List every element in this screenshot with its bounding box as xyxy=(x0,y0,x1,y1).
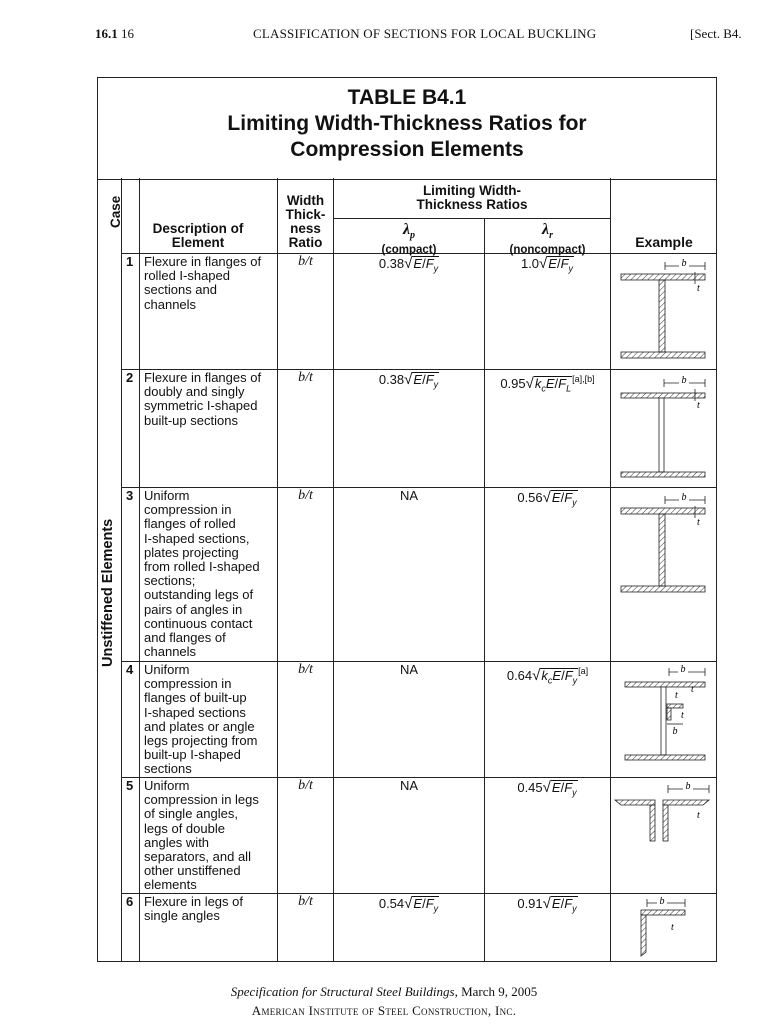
page-footer: Specification for Structural Steel Buildings, March 9, 2005 American Institute of Steel Construction, Inc. xyxy=(230,984,538,1018)
case-number: 4 xyxy=(126,662,134,677)
lambda-r-formula: $0.91√E/F_y$ xyxy=(517,895,577,914)
page-number: 16.1 16 xyxy=(95,26,134,41)
lambda-p-header: $\lambda_p$ (compact) xyxy=(381,221,437,257)
case-number: 2 xyxy=(126,370,134,385)
grid-line xyxy=(333,218,610,219)
svg-text:b: b xyxy=(680,664,686,675)
svg-text:t: t xyxy=(697,810,700,821)
lambda-r-formula: $1.0√E/F_y$ xyxy=(520,255,574,274)
width-thickness-ratio: b/t xyxy=(298,254,313,269)
element-description: Flexure in flanges of rolled I-shaped sections and channels xyxy=(144,254,262,312)
case-number: 5 xyxy=(126,778,134,793)
lambda-r-formula: $0.45√E/F_y$ xyxy=(517,779,577,798)
coef: 1.0 xyxy=(520,256,540,271)
note: [a],[b] xyxy=(572,374,595,384)
grid-line xyxy=(121,178,122,962)
element-description: Flexure in flanges of doubly and singly symmetric I-shaped built-up sections xyxy=(144,370,262,428)
running-title: CLASSIFICATION OF SECTIONS FOR LOCAL BUCKLING xyxy=(253,26,597,41)
width-thickness-ratio: b/t xyxy=(298,488,313,503)
case-header: Case xyxy=(108,195,123,228)
coef: 0.45 xyxy=(517,780,543,795)
example-plates-projecting xyxy=(611,488,717,660)
element-description: Uniform compression in legs of single angles, legs of double angles with separators, and all other unstiffened elements xyxy=(144,778,259,893)
example-built-up-with-angles xyxy=(611,662,717,776)
example-built-up-i-section xyxy=(611,371,717,485)
limiting-ratio-header: Limiting Width- Thickness Ratios xyxy=(416,183,528,212)
svg-text:t: t xyxy=(697,517,700,528)
coef: 0.38 xyxy=(378,372,405,387)
element-description: Uniform compression in flanges of built-up I-shaped sections and plates or angle legs projecting from built-up I-shaped sections xyxy=(144,662,258,777)
grid-line xyxy=(139,178,140,962)
coef: 0.64 xyxy=(506,668,533,683)
lambda-r-formula: $0.64√k_cE/F_y[a]$ xyxy=(506,666,589,686)
section-ref: [Sect. B4. xyxy=(690,26,742,41)
svg-text:b: b xyxy=(681,375,687,386)
lambda-r-formula: $0.95√k_cE/F_L[a],[b]$ xyxy=(500,374,595,394)
lambda-p-value: NA xyxy=(399,778,419,793)
case-number: 6 xyxy=(126,894,134,909)
lambda-p-formula: $0.38√E/F_y$ xyxy=(378,371,439,390)
grid-line xyxy=(484,218,485,962)
lambda-p-value: NA xyxy=(399,488,419,503)
coef: 0.54 xyxy=(378,896,405,911)
lambda-p-formula: $0.38√E/F_y$ xyxy=(378,255,439,274)
svg-text:b: b xyxy=(685,781,691,792)
example-single-double-angles xyxy=(611,778,717,892)
lambda-r-header: $\lambda_r$ (noncompact) xyxy=(509,221,586,257)
width-thickness-ratio: b/t xyxy=(298,894,313,909)
svg-text:t: t xyxy=(697,400,700,411)
svg-text:t: t xyxy=(675,690,678,701)
grid-line xyxy=(333,178,334,962)
width-thickness-ratio: b/t xyxy=(298,778,313,793)
note: [a] xyxy=(578,666,589,676)
case-number: 3 xyxy=(126,488,134,503)
element-description: Uniform compression in flanges of rolled I-shaped sections, plates projecting from rolled I-shaped sections; outstanding legs of pairs of angles in continuous contact and flanges of channels xyxy=(144,488,260,660)
coef: 0.38 xyxy=(378,256,405,271)
case-number: 1 xyxy=(126,254,134,269)
example-header: Example xyxy=(635,234,693,250)
svg-text:b: b xyxy=(681,258,687,269)
svg-text:b: b xyxy=(672,726,678,737)
example-rolled-i-section xyxy=(611,254,717,368)
svg-text:t: t xyxy=(681,710,684,721)
lambda-p-value: NA xyxy=(399,662,419,677)
svg-text:t: t xyxy=(697,283,700,294)
coef: 0.95 xyxy=(500,376,526,391)
running-head xyxy=(0,26,768,46)
svg-text:b: b xyxy=(659,896,665,907)
coef: 0.91 xyxy=(517,896,543,911)
svg-text:t: t xyxy=(691,684,694,695)
width-thickness-ratio: b/t xyxy=(298,662,313,677)
element-description: Flexure in legs of single angles xyxy=(144,894,243,924)
lambda-p-formula: $0.54√E/F_y$ xyxy=(378,895,439,914)
table-title: TABLE B4.1 Limiting Width-Thickness Ratios for Compression Elements xyxy=(98,78,716,180)
description-header: Description of Element xyxy=(152,221,244,250)
svg-text:t: t xyxy=(671,922,674,933)
width-thickness-ratio: b/t xyxy=(298,370,313,385)
example-single-angle xyxy=(611,894,717,960)
grid-line xyxy=(277,178,278,962)
coef: 0.56 xyxy=(517,490,543,505)
svg-text:b: b xyxy=(681,492,687,503)
width-thickness-header: Width Thick- ness Ratio xyxy=(285,193,326,250)
group-label: Unstiffened Elements xyxy=(100,518,116,667)
lambda-r-formula: $0.56√E/F_y$ xyxy=(517,489,577,508)
